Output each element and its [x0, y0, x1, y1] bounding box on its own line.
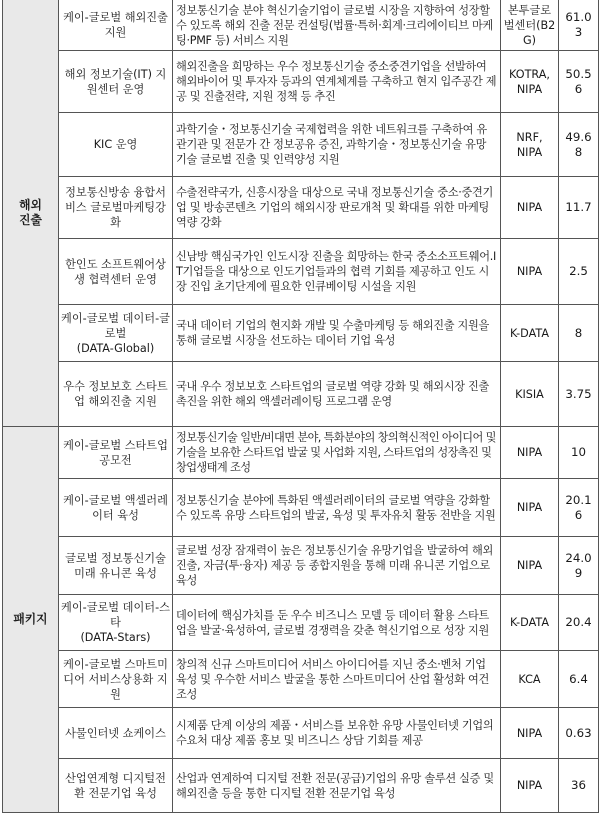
program-budget: 24.09 — [559, 537, 599, 595]
table-row — [3, 708, 599, 759]
program-organization: NIPA — [501, 239, 559, 305]
category-label: 패키지 — [13, 612, 48, 626]
program-name: 글로벌 정보통신기술 미래 유니콘 육성 — [59, 537, 173, 595]
program-name: KIC 운영 — [59, 113, 173, 177]
program-description: 과학기술・정보통신기술 국제협력을 위한 네트워크를 구축하여 유관기관 및 전문가 간 정보공유 증진, 과학기술・정보통신기술 유망 기술 글로벌 진출 및 인력양성 지원 — [173, 113, 501, 177]
program-budget: 6.4 — [559, 651, 599, 708]
program-budget: 8 — [559, 305, 599, 362]
program-budget: 20.4 — [559, 595, 599, 651]
category-cell-package — [3, 427, 59, 813]
program-description: 수출전략국가, 신흥시장을 대상으로 국내 정보통신기술 중소·중견기업 및 방송콘텐츠 기업의 해외시장 판로개척 및 확대를 위한 마케팅 역량 강화 — [173, 177, 501, 239]
table-row — [3, 759, 599, 813]
program-organization: NIPA — [501, 479, 559, 537]
table-row — [3, 305, 599, 362]
program-organization: NIPA — [501, 708, 559, 759]
program-table — [2, 0, 599, 813]
program-description: 산업과 연계하여 디지털 전환 전문(공급)기업의 유망 솔루션 실증 및 해외진출 등을 통한 디지털 전환 전문기업 육성 — [173, 759, 501, 813]
program-description: 글로벌 성장 잠재력이 높은 정보통신기술 유망기업을 발굴하여 해외 진출, 자금(투·융자) 제공 등 종합지원을 통해 미래 유니콘 기업으로 육성 — [173, 537, 501, 595]
program-budget: 49.68 — [559, 113, 599, 177]
table-row — [3, 0, 599, 51]
program-organization: K-DATA — [501, 595, 559, 651]
table-row — [3, 51, 599, 113]
program-description: 국내 우수 정보보호 스타트업의 글로벌 역량 강화 및 해외시장 진출 촉진을 위한 해외 액셀러레이팅 프로그램 운영 — [173, 362, 501, 427]
program-name: 케이-글로벌 스마트미디어 서비스상용화 지원 — [59, 651, 173, 708]
program-name: 산업연계형 디지털전환 전문기업 육성 — [59, 759, 173, 813]
program-description: 데이터에 핵심가치를 둔 우수 비즈니스 모델 등 데이터 활용 스타트업을 발굴·육성하여, 글로벌 경쟁력을 갖춘 혁신기업으로 성장 지원 — [173, 595, 501, 651]
program-budget: 61.03 — [559, 0, 599, 51]
program-organization: NRF, NIPA — [501, 113, 559, 177]
program-organization: KOTRA, NIPA — [501, 51, 559, 113]
program-organization: KCA — [501, 651, 559, 708]
program-budget: 0.63 — [559, 708, 599, 759]
program-organization: NIPA — [501, 537, 559, 595]
table-row — [3, 537, 599, 595]
program-budget: 20.16 — [559, 479, 599, 537]
program-budget: 2.5 — [559, 239, 599, 305]
program-description: 국내 데이터 기업의 현지화 개발 및 수출마케팅 등 해외진출 지원을 통해 글로벌 시장을 선도하는 데이터 기업 육성 — [173, 305, 501, 362]
program-organization: K-DATA — [501, 305, 559, 362]
table-row — [3, 427, 599, 479]
program-description: 시제품 단계 이상의 제품・서비스를 보유한 유망 사물인터넷 기업의 수요처 대상 제품 홍보 및 비즈니스 상담 기회를 제공 — [173, 708, 501, 759]
category-cell-overseas — [3, 0, 59, 427]
program-budget: 3.75 — [559, 362, 599, 427]
program-description: 해외진출을 희망하는 우수 정보통신기술 중소중견기업을 선발하여 해외바이어 및 투자자 등과의 연계체계를 구축하고 현지 입주공간 제공 및 진출전략, 지원 정책 등 추진 — [173, 51, 501, 113]
program-budget: 11.7 — [559, 177, 599, 239]
program-organization: 본투글로벌센터(B2G) — [501, 0, 559, 51]
program-name: 한인도 소프트웨어상생 협력센터 운영 — [59, 239, 173, 305]
program-budget: 50.56 — [559, 51, 599, 113]
program-name: 케이-글로벌 액셀러레이터 육성 — [59, 479, 173, 537]
program-budget: 36 — [559, 759, 599, 813]
program-organization: NIPA — [501, 427, 559, 479]
program-description: 신남방 핵심국가인 인도시장 진출을 희망하는 한국 중소소프트웨어.IT기업들을 대상으로 인도기업들과의 협력 기회를 제공하고 인도 시장 진입 초기단계에 필요한 인큐베이팅 시설을 지원 — [173, 239, 501, 305]
program-organization: NIPA — [501, 177, 559, 239]
category-label: 해외 진출 — [19, 198, 42, 227]
program-name: 케이-글로벌 스타트업 공모전 — [59, 427, 173, 479]
program-organization: NIPA — [501, 759, 559, 813]
program-name: 케이-글로벌 해외진출 지원 — [59, 0, 173, 51]
program-organization: KISIA — [501, 362, 559, 427]
table-row — [3, 479, 599, 537]
table-row — [3, 651, 599, 708]
program-description: 창의적 신규 스마트미디어 서비스 아이디어를 지닌 중소·벤처 기업 육성 및 우수한 서비스 발굴을 통한 스마트미디어 산업 활성화 여건 조성 — [173, 651, 501, 708]
table-row — [3, 177, 599, 239]
program-name: 정보통신방송 융합서비스 글로벌마케팅강화 — [59, 177, 173, 239]
table-row — [3, 362, 599, 427]
table-row — [3, 239, 599, 305]
program-name: 우수 정보보호 스타트업 해외진출 지원 — [59, 362, 173, 427]
table-row — [3, 113, 599, 177]
program-name: 사물인터넷 쇼케이스 — [59, 708, 173, 759]
program-description: 정보통신기술 분야에 특화된 액셀러레이터의 글로벌 역량을 강화할 수 있도록 유망 스타트업의 발굴, 육성 및 투자유치 활동 전반을 지원 — [173, 479, 501, 537]
program-description: 정보통신기술 일반/비대면 분야, 특화분야의 창의혁신적인 아이디어 및 기술을 보유한 스타트업 발굴 및 사업화 지원, 스타트업의 성장촉진 및 창업생태계 조성 — [173, 427, 501, 479]
program-description: 정보통신기술 분야 혁신기술기업이 글로벌 시장을 지향하여 성장할 수 있도록 해외 진출 전문 컨설팅(법률·특허·회계·크리에이티브 마케팅·PMF 등) 서비스 지원 — [173, 0, 501, 51]
program-name: 해외 정보기술(IT) 지원센터 운영 — [59, 51, 173, 113]
program-budget: 10 — [559, 427, 599, 479]
program-name: 케이-글로벌 데이터-스타 (DATA-Stars) — [59, 595, 173, 651]
program-name: 케이-글로벌 데이터-글로벌 (DATA-Global) — [59, 305, 173, 362]
table-row — [3, 595, 599, 651]
